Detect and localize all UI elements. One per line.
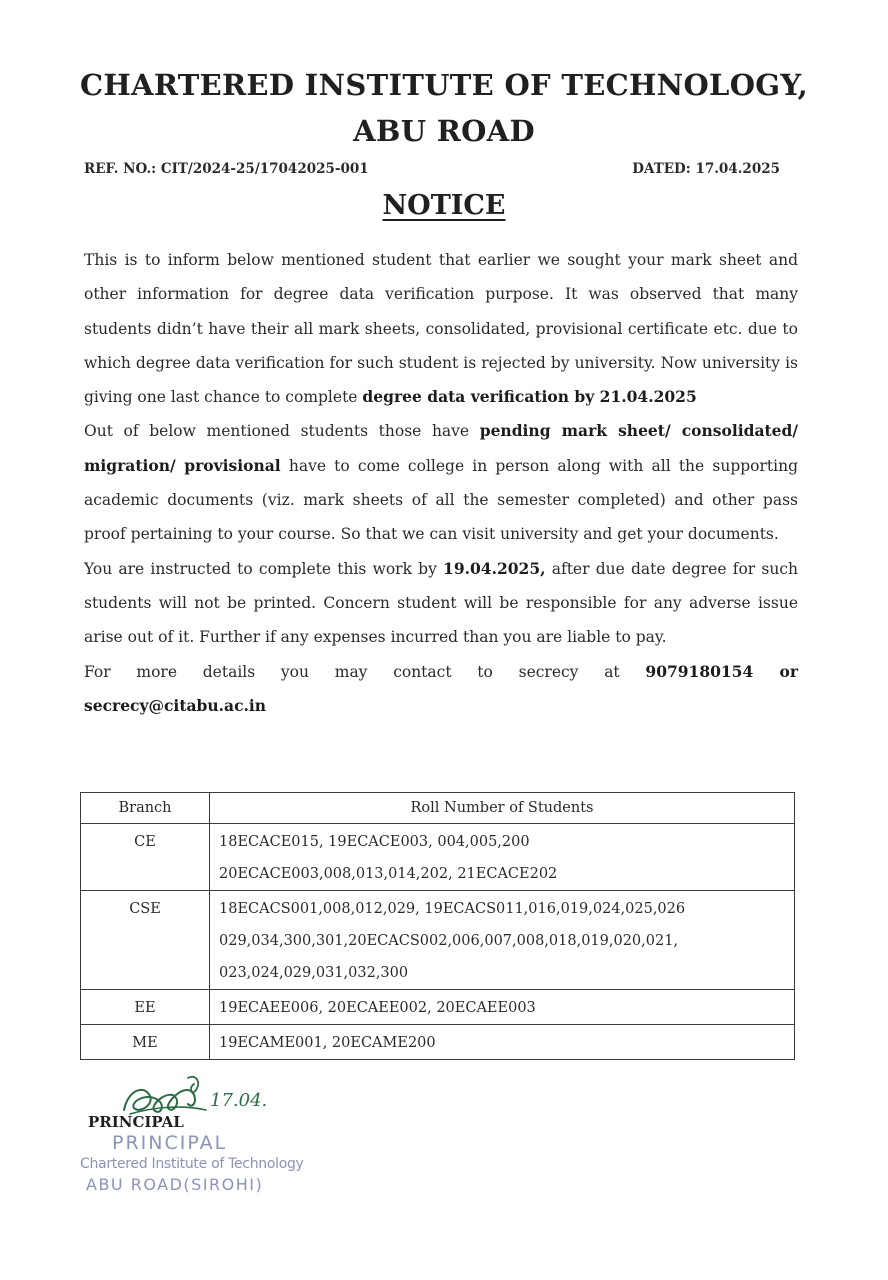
paragraph-instruction <box>84 552 798 655</box>
roll-number-line: 19ECAME001, 20ECAME200 <box>219 1035 436 1051</box>
contact-email: secrecy@citabu.ac.in <box>84 695 267 715</box>
notice-body <box>84 243 798 723</box>
table-row <box>81 1025 795 1060</box>
principal-stamp <box>80 1132 304 1194</box>
stamp-location: ABU ROAD(SIROHI) <box>86 1175 264 1194</box>
paragraph-text: For more details you may contact to secrecy at <box>84 662 646 681</box>
table-row <box>81 824 795 891</box>
column-header-branch: Branch <box>81 793 210 824</box>
roll-number-line: 20ECACE003,008,013,014,202, 21ECACE202 <box>219 866 558 882</box>
notice-heading: NOTICE <box>382 190 506 221</box>
stamp-title: PRINCIPAL <box>112 1132 228 1154</box>
signature-date: 17.04. <box>210 1090 268 1111</box>
paragraph-text: This is to inform below mentioned student that earlier we sought your mark sheet and other information for degree data verification purpose. It was observed that many students didn’t have their all mark sheets, consolidated, provisional certificate etc. due to which degree data verification for such student is rejected by university. Now university is giving one last chance to complete <box>84 251 798 407</box>
table-row <box>81 891 795 990</box>
paragraph-text: after due date degree for such students will not be printed. Concern student will be responsible for any adverse issue arise out of it. Further if any expenses incurred than you are liable to pay. <box>84 559 798 647</box>
roll-number-line: 023,024,029,031,032,300 <box>219 965 409 981</box>
pending-documents-highlight: pending mark sheet/ consolidated/ migration/ provisional <box>84 421 799 475</box>
branch-cell: EE <box>81 990 210 1025</box>
paragraph-text: Out of below mentioned students those have <box>84 422 480 441</box>
paragraph-text: have to come college in person along with all the supporting academic documents (viz. mark sheets of all the semester completed) and other pass proof pertaining to your course. So that we can visit university and get your documents. <box>84 456 798 544</box>
roll-number-line: 18ECACS001,008,012,029, 19ECACS011,016,019,024,025,026 <box>219 901 686 917</box>
roll-number-line: 18ECACE015, 19ECACE003, 004,005,200 <box>219 834 530 850</box>
table-header-row <box>81 793 795 824</box>
branch-cell: CE <box>81 824 210 891</box>
roll-numbers-cell <box>210 990 795 1025</box>
paragraph-text: You are instructed to complete this work by <box>84 559 444 578</box>
contact-or: or <box>753 661 798 681</box>
paragraph-verification <box>84 243 798 414</box>
roll-numbers-cell <box>210 824 795 891</box>
branch-cell: CSE <box>81 891 210 990</box>
reference-number: REF. NO.: CIT/2024-25/17042025-001 <box>84 161 369 177</box>
notice-date: DATED: 17.04.2025 <box>632 161 780 177</box>
deadline-highlight: degree data verification by 21.04.2025 <box>362 387 697 407</box>
roll-numbers-cell <box>210 891 795 990</box>
institute-name: CHARTERED INSTITUTE OF TECHNOLOGY, <box>79 68 809 102</box>
roll-numbers-cell <box>210 1025 795 1060</box>
due-date-highlight: 19.04.2025, <box>443 558 546 578</box>
paragraph-pending-documents <box>84 414 798 551</box>
contact-phone: 9079180154 <box>645 661 754 681</box>
roll-number-line: 029,034,300,301,20ECACS002,006,007,008,018,019,020,021, <box>219 933 679 949</box>
signature-block <box>80 1070 340 1210</box>
roll-number-line: 19ECAEE006, 20ECAEE002, 20ECAEE003 <box>219 1000 536 1016</box>
principal-label: PRINCIPAL <box>88 1113 184 1131</box>
branch-cell: ME <box>81 1025 210 1060</box>
roll-number-table <box>80 792 795 1060</box>
column-header-roll-numbers: Roll Number of Students <box>210 793 795 824</box>
paragraph-email <box>84 689 798 723</box>
paragraph-contact <box>84 655 798 689</box>
table-row <box>81 990 795 1025</box>
institute-location: ABU ROAD <box>353 114 535 148</box>
stamp-institute: Chartered Institute of Technology <box>80 1156 304 1172</box>
